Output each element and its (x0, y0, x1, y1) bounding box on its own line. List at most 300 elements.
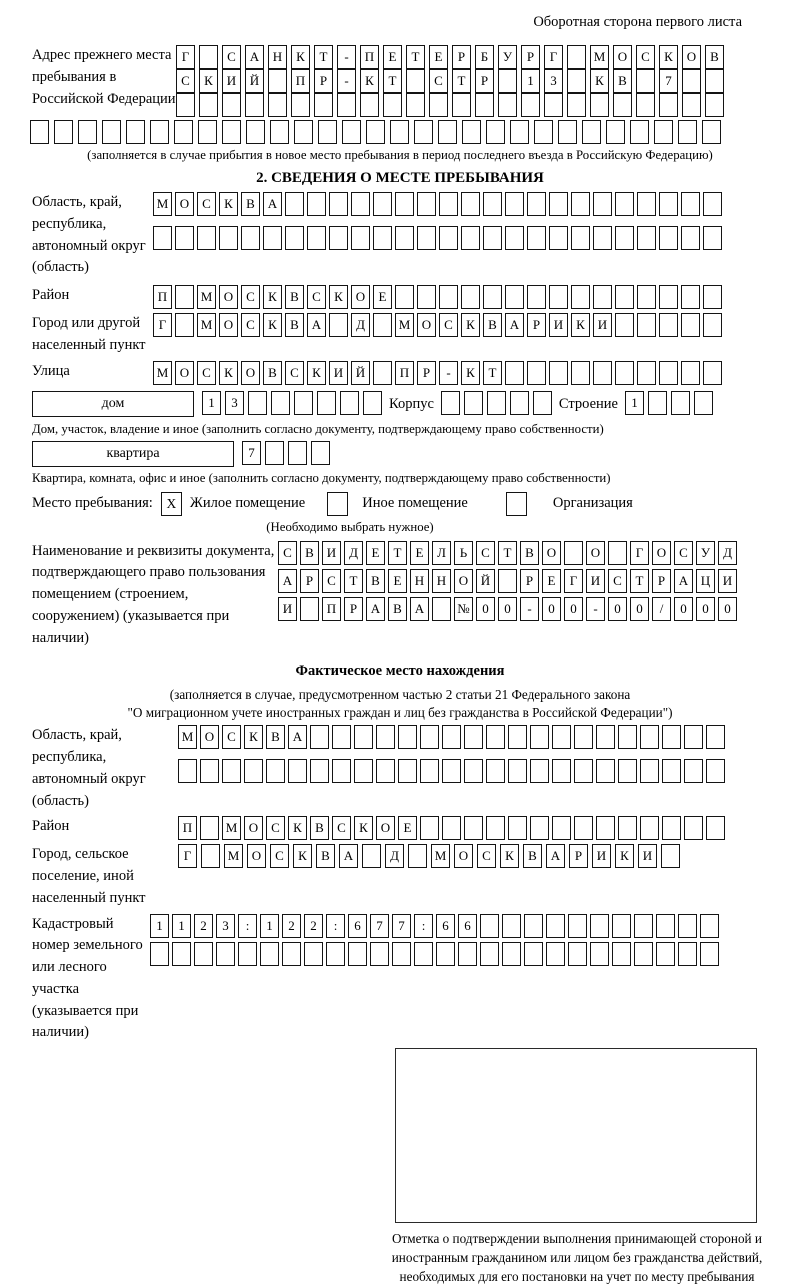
char-box[interactable] (408, 844, 427, 868)
char-box[interactable] (442, 759, 461, 783)
char-box[interactable] (498, 93, 517, 117)
char-box[interactable]: О (244, 816, 263, 840)
char-box[interactable] (483, 192, 502, 216)
char-box[interactable]: - (337, 45, 356, 69)
char-box[interactable]: М (590, 45, 609, 69)
char-box[interactable]: О (542, 541, 561, 565)
char-box[interactable] (505, 226, 524, 250)
char-box[interactable] (314, 93, 333, 117)
char-box[interactable]: Т (388, 541, 407, 565)
char-box[interactable]: 0 (696, 597, 715, 621)
char-box[interactable] (681, 313, 700, 337)
char-box[interactable] (682, 69, 701, 93)
char-box[interactable] (486, 725, 505, 749)
char-box[interactable] (54, 120, 73, 144)
char-box[interactable] (549, 285, 568, 309)
char-box[interactable]: Т (314, 45, 333, 69)
char-box[interactable] (201, 844, 220, 868)
char-box[interactable]: С (197, 192, 216, 216)
char-box[interactable] (317, 391, 336, 415)
char-box[interactable]: И (592, 844, 611, 868)
char-box[interactable] (671, 391, 690, 415)
char-box[interactable] (486, 120, 505, 144)
char-box[interactable]: С (477, 844, 496, 868)
char-box[interactable]: 0 (476, 597, 495, 621)
char-box[interactable] (178, 759, 197, 783)
char-box[interactable] (318, 120, 337, 144)
char-box[interactable] (567, 69, 586, 93)
char-box[interactable]: Й (351, 361, 370, 385)
char-box[interactable] (567, 45, 586, 69)
char-box[interactable] (659, 285, 678, 309)
char-box[interactable] (153, 226, 172, 250)
char-box[interactable] (549, 226, 568, 250)
char-box[interactable]: В (266, 725, 285, 749)
char-box[interactable] (310, 725, 329, 749)
char-box[interactable] (475, 93, 494, 117)
char-box[interactable] (329, 226, 348, 250)
char-box[interactable]: В (285, 313, 304, 337)
char-box[interactable]: А (674, 569, 693, 593)
char-box[interactable]: Е (373, 285, 392, 309)
char-box[interactable] (703, 313, 722, 337)
char-box[interactable]: / (652, 597, 671, 621)
char-box[interactable] (659, 93, 678, 117)
char-box[interactable]: К (500, 844, 519, 868)
char-box[interactable]: А (546, 844, 565, 868)
char-box[interactable] (30, 120, 49, 144)
char-box[interactable] (398, 725, 417, 749)
char-box[interactable]: 6 (436, 914, 455, 938)
char-box[interactable]: О (175, 192, 194, 216)
char-box[interactable] (300, 597, 319, 621)
char-box[interactable] (571, 285, 590, 309)
char-box[interactable]: 0 (630, 597, 649, 621)
char-box[interactable] (395, 285, 414, 309)
char-box[interactable] (376, 725, 395, 749)
char-box[interactable] (498, 69, 517, 93)
char-box[interactable] (219, 226, 238, 250)
char-box[interactable] (439, 285, 458, 309)
char-box[interactable] (304, 942, 323, 966)
char-box[interactable]: Р (527, 313, 546, 337)
char-box[interactable]: С (176, 69, 195, 93)
char-box[interactable]: 0 (564, 597, 583, 621)
char-box[interactable]: А (278, 569, 297, 593)
char-box[interactable] (464, 759, 483, 783)
char-box[interactable] (442, 816, 461, 840)
char-box[interactable]: 1 (150, 914, 169, 938)
char-box[interactable] (363, 391, 382, 415)
char-box[interactable] (373, 192, 392, 216)
char-box[interactable]: Е (542, 569, 561, 593)
char-box[interactable] (395, 192, 414, 216)
char-box[interactable] (574, 759, 593, 783)
char-box[interactable]: А (410, 597, 429, 621)
char-box[interactable] (197, 226, 216, 250)
char-box[interactable] (406, 69, 425, 93)
char-box[interactable] (505, 361, 524, 385)
char-box[interactable]: 7 (242, 441, 261, 465)
char-box[interactable] (502, 942, 521, 966)
char-box[interactable]: - (337, 69, 356, 93)
char-box[interactable] (527, 361, 546, 385)
char-box[interactable] (458, 942, 477, 966)
char-box[interactable] (508, 816, 527, 840)
char-box[interactable] (150, 942, 169, 966)
char-box[interactable] (244, 759, 263, 783)
char-box[interactable] (702, 120, 721, 144)
char-box[interactable]: Т (383, 69, 402, 93)
char-box[interactable]: Г (153, 313, 172, 337)
char-box[interactable]: М (197, 285, 216, 309)
char-box[interactable] (533, 391, 552, 415)
char-box[interactable]: С (278, 541, 297, 565)
char-box[interactable]: А (288, 725, 307, 749)
char-box[interactable] (373, 313, 392, 337)
char-box[interactable] (612, 942, 631, 966)
char-box[interactable]: Г (544, 45, 563, 69)
char-box[interactable] (700, 942, 719, 966)
char-box[interactable] (654, 120, 673, 144)
char-box[interactable]: К (360, 69, 379, 93)
char-box[interactable] (510, 391, 529, 415)
char-box[interactable]: Н (268, 45, 287, 69)
char-box[interactable] (703, 285, 722, 309)
char-box[interactable] (392, 942, 411, 966)
char-box[interactable]: О (219, 313, 238, 337)
char-box[interactable] (172, 942, 191, 966)
char-box[interactable]: М (178, 725, 197, 749)
char-box[interactable]: У (498, 45, 517, 69)
char-box[interactable] (640, 759, 659, 783)
char-box[interactable]: : (414, 914, 433, 938)
char-box[interactable]: : (238, 914, 257, 938)
char-box[interactable]: Е (383, 45, 402, 69)
char-box[interactable]: 2 (282, 914, 301, 938)
char-box[interactable] (329, 192, 348, 216)
char-box[interactable] (266, 759, 285, 783)
char-box[interactable] (684, 759, 703, 783)
char-box[interactable] (634, 914, 653, 938)
char-box[interactable]: Т (498, 541, 517, 565)
char-box[interactable]: В (263, 361, 282, 385)
char-box[interactable]: Е (366, 541, 385, 565)
char-box[interactable] (684, 725, 703, 749)
char-box[interactable] (678, 942, 697, 966)
char-box[interactable]: Р (475, 69, 494, 93)
char-box[interactable]: Д (385, 844, 404, 868)
char-box[interactable] (78, 120, 97, 144)
char-box[interactable] (596, 816, 615, 840)
char-box[interactable]: Г (630, 541, 649, 565)
char-box[interactable]: - (520, 597, 539, 621)
char-box[interactable] (282, 942, 301, 966)
char-box[interactable] (630, 120, 649, 144)
char-box[interactable]: С (636, 45, 655, 69)
char-box[interactable] (706, 816, 725, 840)
char-box[interactable] (102, 120, 121, 144)
char-box[interactable] (342, 120, 361, 144)
char-box[interactable] (351, 192, 370, 216)
char-box[interactable] (636, 93, 655, 117)
char-box[interactable]: : (326, 914, 345, 938)
char-box[interactable]: П (291, 69, 310, 93)
char-box[interactable] (571, 361, 590, 385)
char-box[interactable] (175, 313, 194, 337)
char-box[interactable] (606, 120, 625, 144)
char-box[interactable]: Г (564, 569, 583, 593)
char-box[interactable]: К (288, 816, 307, 840)
char-box[interactable]: О (586, 541, 605, 565)
char-box[interactable]: П (153, 285, 172, 309)
char-box[interactable]: К (461, 361, 480, 385)
char-box[interactable]: М (395, 313, 414, 337)
char-box[interactable] (596, 759, 615, 783)
char-box[interactable]: П (322, 597, 341, 621)
char-box[interactable] (241, 226, 260, 250)
char-box[interactable] (590, 93, 609, 117)
char-box[interactable]: М (222, 816, 241, 840)
char-box[interactable] (332, 725, 351, 749)
char-box[interactable] (637, 313, 656, 337)
char-box[interactable]: М (197, 313, 216, 337)
char-box[interactable]: А (339, 844, 358, 868)
char-box[interactable]: С (476, 541, 495, 565)
char-box[interactable]: 1 (172, 914, 191, 938)
char-box[interactable]: 1 (260, 914, 279, 938)
char-box[interactable] (268, 93, 287, 117)
char-box[interactable] (461, 226, 480, 250)
char-box[interactable]: И (329, 361, 348, 385)
char-box[interactable]: В (316, 844, 335, 868)
char-box[interactable] (238, 942, 257, 966)
char-box[interactable] (613, 93, 632, 117)
char-box[interactable]: О (454, 569, 473, 593)
char-box[interactable] (340, 391, 359, 415)
char-box[interactable]: О (682, 45, 701, 69)
char-box[interactable]: К (307, 361, 326, 385)
char-box[interactable] (703, 192, 722, 216)
char-box[interactable]: О (417, 313, 436, 337)
char-box[interactable]: В (285, 285, 304, 309)
char-box[interactable] (487, 391, 506, 415)
char-box[interactable]: Ь (454, 541, 473, 565)
char-box[interactable] (694, 391, 713, 415)
char-box[interactable] (288, 441, 307, 465)
char-box[interactable] (414, 120, 433, 144)
char-box[interactable]: О (652, 541, 671, 565)
char-box[interactable]: С (439, 313, 458, 337)
char-box[interactable]: С (241, 313, 260, 337)
char-box[interactable] (608, 541, 627, 565)
char-box[interactable] (436, 942, 455, 966)
char-box[interactable]: 0 (498, 597, 517, 621)
char-box[interactable] (452, 93, 471, 117)
char-box[interactable]: С (285, 361, 304, 385)
char-box[interactable]: И (549, 313, 568, 337)
char-box[interactable]: 3 (544, 69, 563, 93)
char-box[interactable]: О (613, 45, 632, 69)
char-box[interactable] (593, 192, 612, 216)
char-box[interactable] (420, 725, 439, 749)
char-box[interactable] (637, 285, 656, 309)
char-box[interactable] (705, 69, 724, 93)
char-box[interactable] (659, 192, 678, 216)
char-box[interactable] (174, 120, 193, 144)
char-box[interactable]: П (395, 361, 414, 385)
char-box[interactable]: Е (429, 45, 448, 69)
char-box[interactable] (552, 725, 571, 749)
char-box[interactable]: И (718, 569, 737, 593)
char-box[interactable] (706, 759, 725, 783)
char-box[interactable]: Т (452, 69, 471, 93)
char-box[interactable]: С (266, 816, 285, 840)
char-box[interactable]: Р (314, 69, 333, 93)
char-box[interactable] (656, 914, 675, 938)
char-box[interactable] (222, 120, 241, 144)
char-box[interactable]: К (199, 69, 218, 93)
char-box[interactable] (636, 69, 655, 93)
char-box[interactable] (406, 93, 425, 117)
char-box[interactable]: С (332, 816, 351, 840)
char-box[interactable]: Р (520, 569, 539, 593)
char-box[interactable] (417, 285, 436, 309)
char-box[interactable] (199, 93, 218, 117)
char-box[interactable] (508, 759, 527, 783)
char-box[interactable] (383, 93, 402, 117)
char-box[interactable] (659, 226, 678, 250)
char-box[interactable] (417, 192, 436, 216)
char-box[interactable] (530, 759, 549, 783)
char-box[interactable] (248, 391, 267, 415)
char-box[interactable] (530, 725, 549, 749)
char-box[interactable] (175, 285, 194, 309)
char-box[interactable] (700, 914, 719, 938)
char-box[interactable]: Г (176, 45, 195, 69)
apartment-box[interactable]: квартира (32, 441, 234, 467)
char-box[interactable] (288, 759, 307, 783)
char-box[interactable] (659, 313, 678, 337)
char-box[interactable]: П (178, 816, 197, 840)
char-box[interactable] (661, 844, 680, 868)
char-box[interactable] (464, 391, 483, 415)
char-box[interactable]: - (586, 597, 605, 621)
char-box[interactable] (216, 942, 235, 966)
char-box[interactable]: А (505, 313, 524, 337)
char-box[interactable]: К (659, 45, 678, 69)
char-box[interactable]: С (674, 541, 693, 565)
char-box[interactable] (637, 192, 656, 216)
char-box[interactable] (571, 192, 590, 216)
char-box[interactable] (291, 93, 310, 117)
char-box[interactable] (486, 759, 505, 783)
char-box[interactable]: Р (569, 844, 588, 868)
char-box[interactable]: С (322, 569, 341, 593)
char-box[interactable] (462, 120, 481, 144)
char-box[interactable]: К (615, 844, 634, 868)
char-box[interactable] (546, 914, 565, 938)
char-box[interactable] (596, 725, 615, 749)
char-box[interactable]: Р (300, 569, 319, 593)
stay-option-organization-checkbox[interactable] (506, 492, 527, 516)
char-box[interactable]: П (360, 45, 379, 69)
char-box[interactable]: 0 (542, 597, 561, 621)
char-box[interactable]: И (586, 569, 605, 593)
char-box[interactable]: А (307, 313, 326, 337)
char-box[interactable] (574, 725, 593, 749)
char-box[interactable] (486, 816, 505, 840)
char-box[interactable] (150, 120, 169, 144)
char-box[interactable]: М (153, 361, 172, 385)
char-box[interactable] (366, 120, 385, 144)
char-box[interactable]: О (200, 725, 219, 749)
char-box[interactable] (505, 285, 524, 309)
char-box[interactable]: Н (410, 569, 429, 593)
char-box[interactable] (615, 313, 634, 337)
char-box[interactable]: О (241, 361, 260, 385)
char-box[interactable] (351, 226, 370, 250)
char-box[interactable]: Т (630, 569, 649, 593)
char-box[interactable]: К (461, 313, 480, 337)
char-box[interactable]: Р (417, 361, 436, 385)
char-box[interactable] (265, 441, 284, 465)
char-box[interactable] (348, 942, 367, 966)
char-box[interactable] (527, 285, 546, 309)
char-box[interactable]: К (263, 285, 282, 309)
char-box[interactable]: О (175, 361, 194, 385)
char-box[interactable] (360, 93, 379, 117)
char-box[interactable] (307, 226, 326, 250)
char-box[interactable]: С (222, 725, 241, 749)
char-box[interactable] (432, 597, 451, 621)
char-box[interactable] (417, 226, 436, 250)
char-box[interactable]: О (219, 285, 238, 309)
char-box[interactable]: А (245, 45, 264, 69)
char-box[interactable] (590, 914, 609, 938)
char-box[interactable]: Е (388, 569, 407, 593)
char-box[interactable] (590, 942, 609, 966)
char-box[interactable] (326, 942, 345, 966)
char-box[interactable] (194, 942, 213, 966)
char-box[interactable] (582, 120, 601, 144)
char-box[interactable] (429, 93, 448, 117)
char-box[interactable] (640, 816, 659, 840)
char-box[interactable]: С (197, 361, 216, 385)
char-box[interactable]: В (483, 313, 502, 337)
char-box[interactable]: К (329, 285, 348, 309)
char-box[interactable]: Н (432, 569, 451, 593)
char-box[interactable] (618, 725, 637, 749)
char-box[interactable] (521, 93, 540, 117)
char-box[interactable] (294, 391, 313, 415)
char-box[interactable]: М (153, 192, 172, 216)
char-box[interactable] (659, 361, 678, 385)
char-box[interactable]: К (291, 45, 310, 69)
char-box[interactable]: 1 (521, 69, 540, 93)
char-box[interactable]: 1 (202, 391, 221, 415)
char-box[interactable]: К (244, 725, 263, 749)
char-box[interactable]: К (219, 361, 238, 385)
char-box[interactable]: 2 (194, 914, 213, 938)
char-box[interactable]: О (351, 285, 370, 309)
char-box[interactable]: М (224, 844, 243, 868)
char-box[interactable] (612, 914, 631, 938)
char-box[interactable]: А (366, 597, 385, 621)
char-box[interactable] (246, 120, 265, 144)
char-box[interactable] (245, 93, 264, 117)
char-box[interactable] (461, 192, 480, 216)
